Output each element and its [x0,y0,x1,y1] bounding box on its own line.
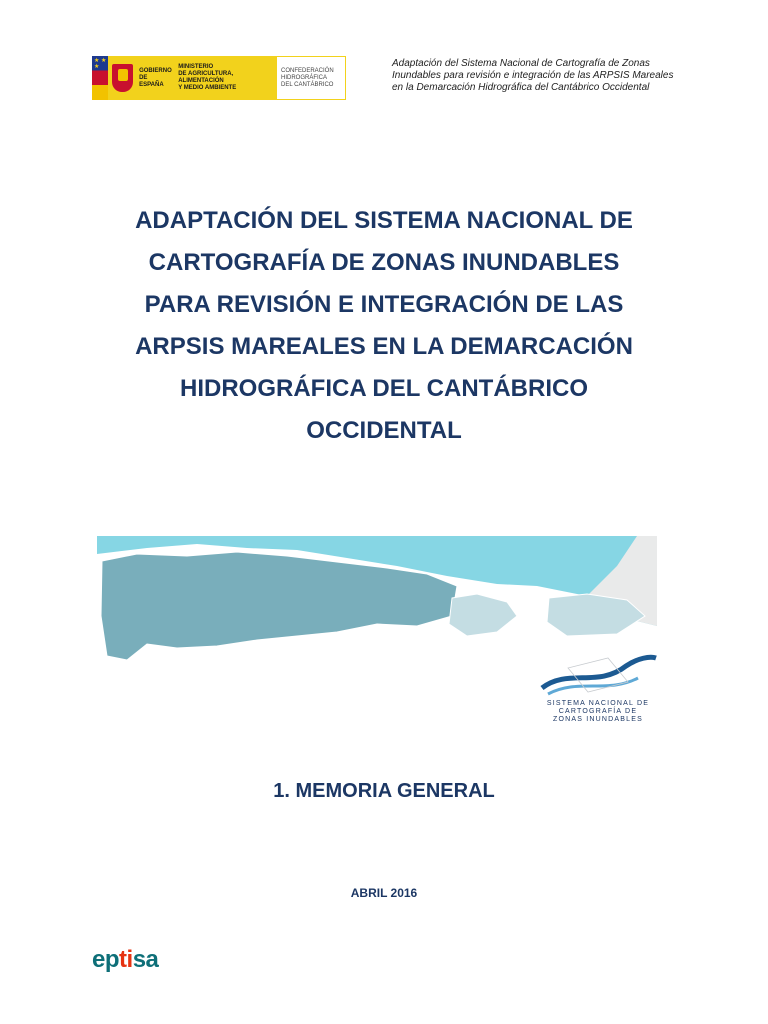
eu-flag-icon [92,56,108,100]
eptisa-logo-accent: ti [119,946,133,973]
ministry-band [108,56,276,100]
snczi-logo [538,648,658,724]
section-title: 1. MEMORIA GENERAL [273,780,495,802]
document-title: ADAPTACIÓN DEL SISTEMA NACIONAL DE CARTOGRAFÍA DE ZONAS INUNDABLES PARA REVISIÓN E INTEGRACIÓN DE LAS ARPSIS MAREALES EN LA DEMARCACIÓN HIDROGRÁFICA DEL CANTÁBRICO OCCIDENTAL [135,207,633,444]
header-note: Adaptación del Sistema Nacional de Cartografía de Zonas Inundables para revisión e integración de las ARPSIS Mareales en la Demarcación Hidrográfica del Cantábrico Occidental [392,58,674,93]
snczi-logo-text: SISTEMA NACIONAL DE CARTOGRAFÍA DE ZONAS INUNDABLES [546,700,650,723]
eptisa-logo-part1: ep [92,946,120,973]
document-date: ABRIL 2016 [350,886,418,900]
wave-icon [538,648,658,700]
confederation-text: CONFEDERACIÓN HIDROGRÁFICA DEL CANTÁBRICO [281,67,334,88]
coat-of-arms-icon [112,64,133,92]
eptisa-logo [92,946,158,974]
gobierno-text: GOBIERNO DE ESPAÑA [139,67,172,88]
region-map-illustration [97,536,657,666]
eu-stars: ★ ★ ★ [94,58,107,70]
confederation-box [276,56,346,100]
government-logo-bar [92,56,346,100]
eptisa-logo-part2: sa [132,946,159,973]
ministry-text: MINISTERIO DE AGRICULTURA, ALIMENTACIÓN Y MEDIO AMBIENTE [178,64,237,91]
